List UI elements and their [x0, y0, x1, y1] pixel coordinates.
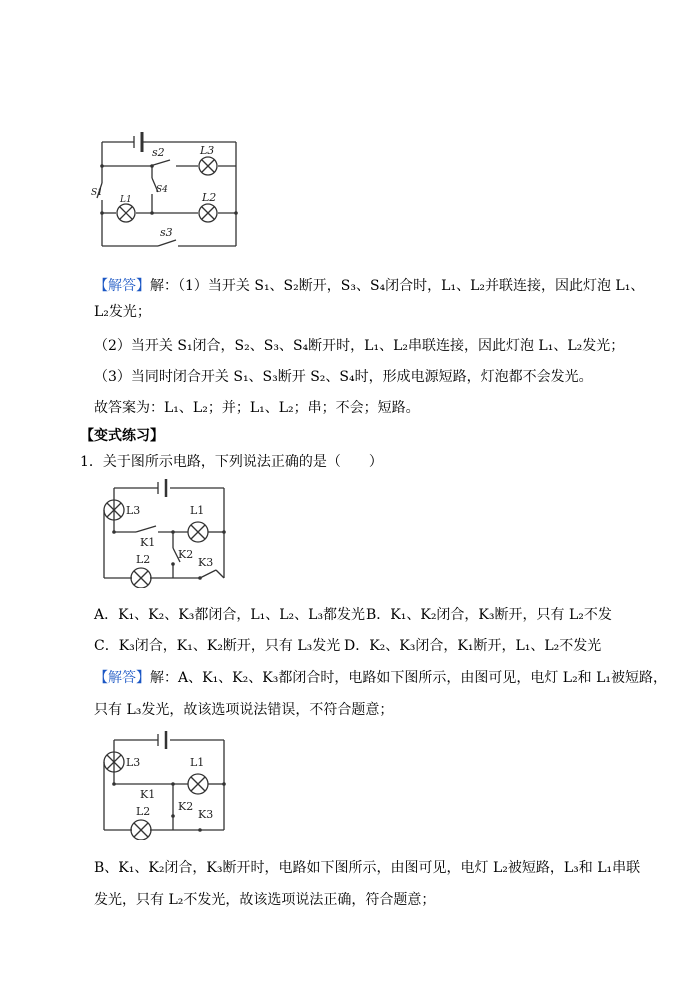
circuit-diagram-1	[90, 128, 250, 258]
label-l3: L3	[126, 504, 141, 517]
label-s2: s2	[152, 146, 165, 159]
label-l1: L1	[120, 195, 132, 205]
answer2-line2: 只有 L₃发光，故该选项说法错误，不符合题意；	[94, 702, 394, 718]
answer2-line1	[94, 668, 667, 688]
answer2-text1: 解：A、K₁、K₂、K₃都闭合时，电路如下图所示，由图可见，电灯 L₂和 L₁被短路，	[150, 670, 668, 686]
answer1-line1	[94, 276, 644, 296]
label-l1: L1	[190, 504, 205, 517]
label-k2: K2	[178, 548, 194, 561]
label-s4: S4	[156, 185, 168, 195]
label-k1: K1	[140, 788, 156, 801]
answer3-line2: 发光，只有 L₂不发光，故该选项说法正确，符合题意；	[94, 892, 436, 908]
option-a: A．K₁、K₂、K₃都闭合，L₁、L₂、L₃都发光	[94, 607, 366, 623]
option-b: B．K₁、K₂闭合，K₃断开，只有 L₂不发	[366, 607, 612, 623]
answer3-line1: B、K₁、K₂闭合，K₃断开时，电路如下图所示，由图可见，电灯 L₂被短路，L₃和 L₁串联	[94, 860, 641, 876]
label-l1: L1	[190, 756, 205, 769]
answer1-text1: 解：（1）当开关 S₁、S₂断开，S₃、S₄闭合时，L₁、L₂并联连接，因此灯泡 L₁、	[150, 278, 645, 294]
answer1-line5: 故答案为：L₁、L₂；并；L₁、L₂；串；不会；短路。	[94, 400, 420, 416]
option-c: C．K₃闭合，K₁、K₂断开，只有 L₃发光	[94, 638, 341, 654]
option-d: D．K₂、K₃闭合，K₁断开，L₁、L₂不发光	[344, 638, 602, 654]
label-s3: s3	[160, 226, 173, 239]
circuit-diagram-3	[98, 730, 233, 840]
answer1-line3: （2）当开关 S₁闭合，S₂、S₃、S₄断开时，L₁、L₂串联连接，因此灯泡 L₁、L₂发光；	[94, 338, 625, 354]
label-k3: K3	[198, 556, 214, 569]
label-l3: L3	[126, 756, 141, 769]
answer-tag: 【解答】	[94, 278, 150, 294]
section-title: 【变式练习】	[80, 428, 164, 444]
label-l2: L2	[202, 191, 217, 204]
answer1-line2: L₂发光；	[94, 304, 151, 320]
label-s1: S1	[91, 188, 103, 198]
label-l3: L3	[200, 144, 215, 157]
label-l2: L2	[136, 805, 151, 818]
answer-tag: 【解答】	[94, 670, 150, 686]
answer1-line4: （3）当同时闭合开关 S₁、S₃断开 S₂、S₄时，形成电源短路，灯泡都不会发光。	[94, 369, 593, 385]
label-l2: L2	[136, 553, 151, 566]
label-k2: K2	[178, 800, 194, 813]
label-k1: K1	[140, 536, 156, 549]
circuit-diagram-2	[98, 478, 233, 588]
question1-stem: 1．关于图所示电路，下列说法正确的是（ ）	[80, 454, 383, 470]
label-k3: K3	[198, 808, 214, 821]
